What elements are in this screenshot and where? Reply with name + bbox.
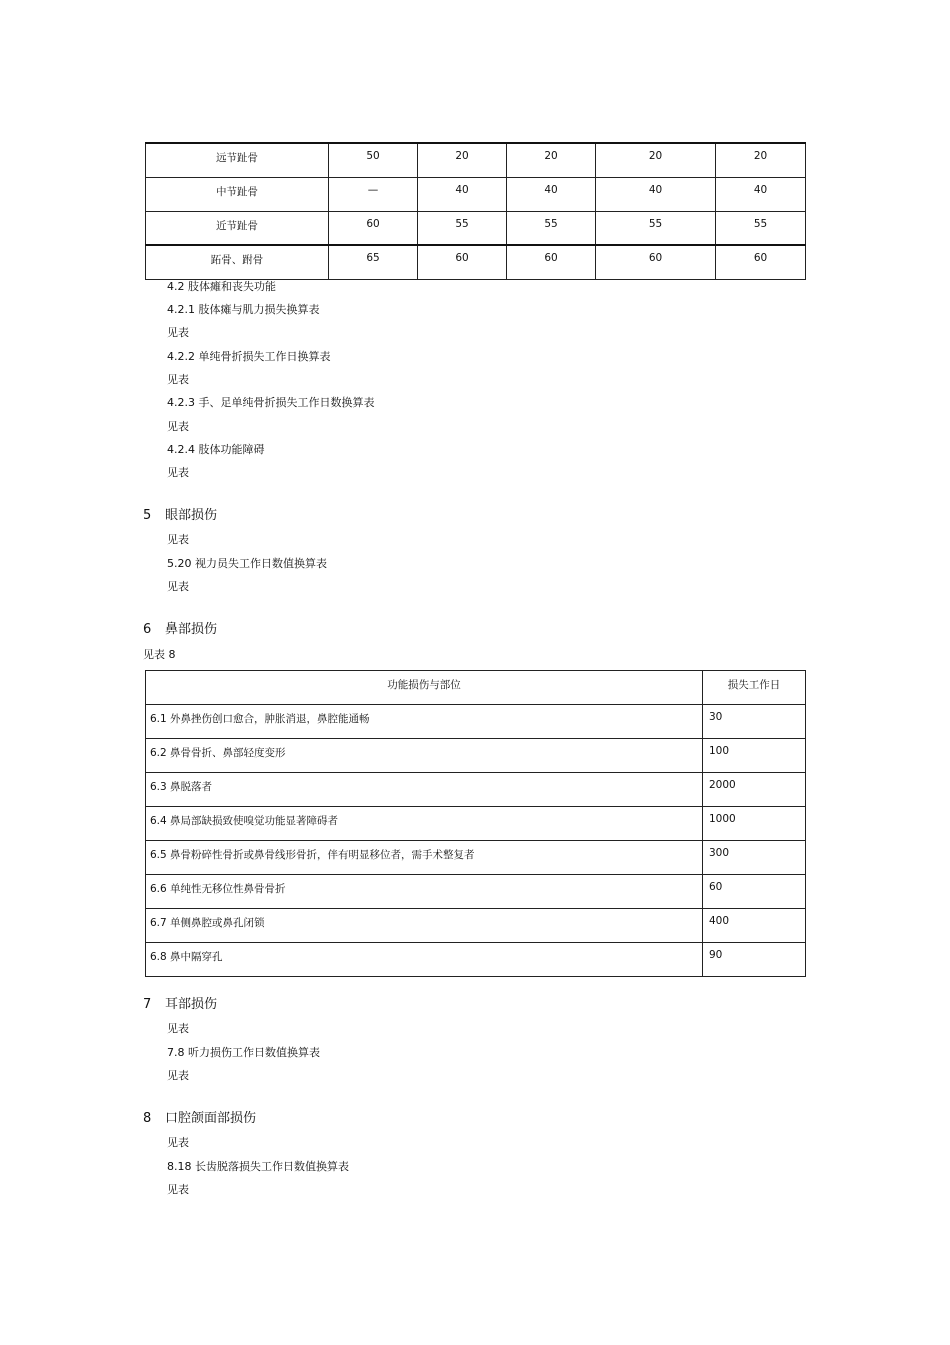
- see-table-text: 见表: [167, 373, 189, 386]
- see-table-text: 见表: [167, 1069, 189, 1082]
- table-cell: 40: [596, 177, 716, 211]
- lost-days: 60: [703, 875, 806, 909]
- table-cell: 20: [716, 143, 806, 177]
- section-7-heading: [143, 993, 217, 1012]
- column-header: 功能损伤与部位: [146, 671, 703, 705]
- section-5-heading: [143, 504, 217, 523]
- toe-bone-table: [145, 142, 806, 280]
- table-cell: —: [329, 177, 418, 211]
- see-table-text: 见表: [167, 420, 189, 433]
- table-cell: 60: [418, 245, 507, 279]
- row-label: 远节趾骨: [146, 143, 329, 177]
- see-table-text: 见表: [167, 1136, 189, 1149]
- see-table-8-text: 见表 8: [143, 648, 176, 661]
- lost-days: 30: [703, 705, 806, 739]
- table-row: [146, 211, 806, 245]
- heading-4-2-2: 4.2.2 单纯骨折损失工作日换算表: [167, 350, 331, 363]
- see-table-text: 见表: [167, 580, 189, 593]
- injury-item: 6.3 鼻脱落者: [146, 773, 703, 807]
- table-cell: 40: [716, 177, 806, 211]
- injury-item: 6.7 单侧鼻腔或鼻孔闭锁: [146, 909, 703, 943]
- row-label: 跖骨、跗骨: [146, 245, 329, 279]
- table-cell: 60: [507, 245, 596, 279]
- heading-4-2-1: 4.2.1 肢体瘫与肌力损失换算表: [167, 303, 320, 316]
- heading-4-2-4: 4.2.4 肢体功能障碍: [167, 443, 265, 456]
- table-cell: 40: [418, 177, 507, 211]
- table-cell: 55: [716, 211, 806, 245]
- section-title: 耳部损伤: [165, 997, 218, 1012]
- section-title: 眼部损伤: [165, 508, 218, 523]
- table-header-row: [146, 671, 806, 705]
- lost-days: 100: [703, 739, 806, 773]
- table-cell: 60: [596, 245, 716, 279]
- table-row: [146, 177, 806, 211]
- section-title: 口腔颌面部损伤: [165, 1111, 257, 1126]
- lost-days: 300: [703, 841, 806, 875]
- table-cell: 60: [329, 211, 418, 245]
- table-row: [146, 705, 806, 739]
- table-cell: 55: [418, 211, 507, 245]
- row-label: 中节趾骨: [146, 177, 329, 211]
- table-row: [146, 807, 806, 841]
- table-cell: 65: [329, 245, 418, 279]
- lost-days: 2000: [703, 773, 806, 807]
- section-title: 鼻部损伤: [165, 622, 218, 637]
- table-cell: 55: [507, 211, 596, 245]
- section-8-heading: [143, 1107, 256, 1126]
- table-cell: 50: [329, 143, 418, 177]
- injury-item: 6.4 鼻局部缺损致使嗅觉功能显著障碍者: [146, 807, 703, 841]
- heading-7-8: 7.8 听力损伤工作日数值换算表: [167, 1046, 320, 1059]
- injury-item: 6.2 鼻骨骨折、鼻部轻度变形: [146, 739, 703, 773]
- row-label: 近节趾骨: [146, 211, 329, 245]
- section-number: 5: [143, 508, 152, 523]
- lost-days: 90: [703, 943, 806, 977]
- lost-days: 1000: [703, 807, 806, 841]
- heading-5-20: 5.20 视力员失工作日数值换算表: [167, 557, 327, 570]
- table-row: [146, 943, 806, 977]
- injury-item: 6.8 鼻中隔穿孔: [146, 943, 703, 977]
- see-table-text: 见表: [167, 326, 189, 339]
- table-cell: 55: [596, 211, 716, 245]
- section-number: 6: [143, 622, 152, 637]
- column-header: 损失工作日: [703, 671, 806, 705]
- table-row: [146, 739, 806, 773]
- table-cell: 40: [507, 177, 596, 211]
- heading-8-18: 8.18 长齿脱落损失工作日数值换算表: [167, 1160, 349, 1173]
- table-cell: 20: [507, 143, 596, 177]
- table-row: [146, 875, 806, 909]
- section-number: 7: [143, 997, 152, 1012]
- table-cell: 20: [418, 143, 507, 177]
- lost-days: 400: [703, 909, 806, 943]
- see-table-text: 见表: [167, 533, 189, 546]
- table-row: [146, 773, 806, 807]
- heading-4-2-3: 4.2.3 手、足单纯骨折损失工作日数换算表: [167, 396, 375, 409]
- see-table-text: 见表: [167, 1183, 189, 1196]
- injury-item: 6.1 外鼻挫伤创口愈合，肿胀消退，鼻腔能通畅: [146, 705, 703, 739]
- see-table-text: 见表: [167, 1022, 189, 1035]
- table-cell: 20: [596, 143, 716, 177]
- injury-item: 6.6 单纯性无移位性鼻骨骨折: [146, 875, 703, 909]
- see-table-text: 见表: [167, 466, 189, 479]
- table-row: [146, 143, 806, 177]
- injury-item: 6.5 鼻骨粉碎性骨折或鼻骨线形骨折，伴有明显移位者，需手术整复者: [146, 841, 703, 875]
- table-row: [146, 245, 806, 279]
- table-cell: 60: [716, 245, 806, 279]
- section-6-heading: [143, 618, 217, 637]
- section-number: 8: [143, 1111, 152, 1126]
- heading-4-2: 4.2 肢体瘫和丧失功能: [167, 280, 276, 293]
- table-row: [146, 841, 806, 875]
- nose-injury-table: [145, 670, 806, 977]
- table-row: [146, 909, 806, 943]
